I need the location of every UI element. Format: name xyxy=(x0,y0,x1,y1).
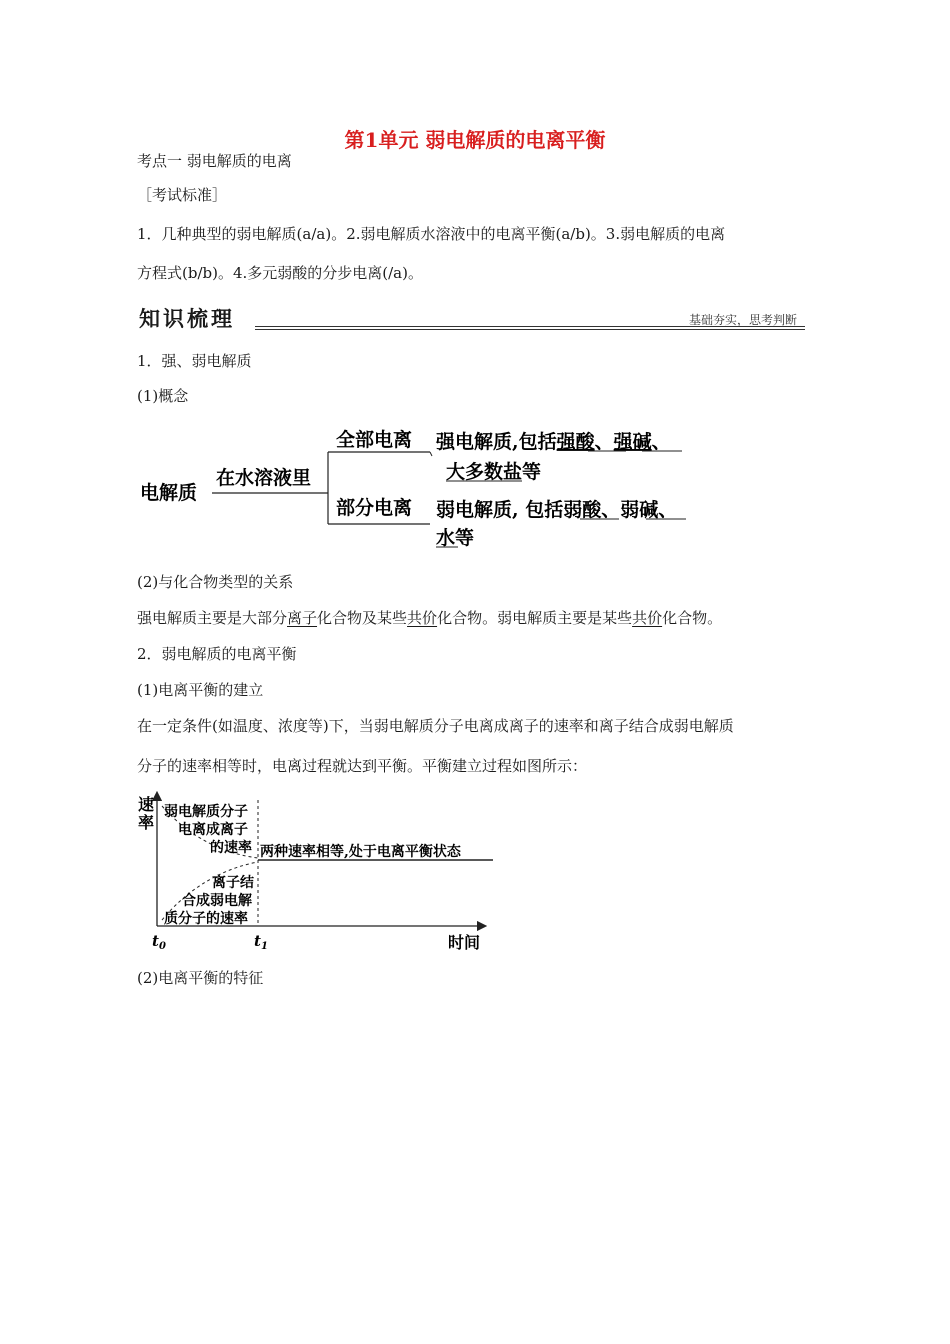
item-2-2-heading: (2)电离平衡的特征 xyxy=(137,969,264,987)
paragraph-line-1: 在一定条件(如温度、浓度等)下，当弱电解质分子电离成离子的速率和离子结合成弱电解质 xyxy=(137,717,734,735)
rd-equal-label: 两种速率相等,处于电离平衡状态 xyxy=(260,844,461,860)
topic-heading: 考点一 弱电解质的电离 xyxy=(137,152,292,170)
cd-water: 水 xyxy=(436,527,456,549)
relation-covalent-2: 共价 xyxy=(632,609,663,627)
rd-t1 xyxy=(254,932,268,952)
relation-ionic: 离子 xyxy=(287,609,318,627)
cd-weak-line2 xyxy=(436,526,474,549)
rd-y-label-1: 速 xyxy=(138,795,155,814)
cd-branch-part: 部分电离 xyxy=(336,497,413,519)
standard-header: ［考试标准］ xyxy=(137,186,228,204)
item-1-1-heading: (1)概念 xyxy=(137,387,189,405)
paragraph-line-2: 分子的速率相等时，电离过程就达到平衡。平衡建立过程如图所示： xyxy=(137,757,588,775)
cd-weak-deng: 等 xyxy=(455,527,475,549)
rd-t0-sub: 0 xyxy=(158,941,166,952)
section-header xyxy=(137,303,805,331)
cd-strong-line1 xyxy=(435,430,671,453)
cd-strong-base: 强碱 xyxy=(613,431,652,453)
rd-x-label: 时间 xyxy=(448,933,481,952)
cd-strong-deng: 等 xyxy=(522,461,542,483)
relation-covalent-1: 共价 xyxy=(407,609,438,627)
item-1-heading: 1．强、弱电解质 xyxy=(137,352,252,370)
rd-y-label-2: 率 xyxy=(138,813,155,832)
section-label: 知识梳理 xyxy=(139,307,235,331)
rd-lower-3: 质分子的速率 xyxy=(164,911,248,927)
cd-weak-base: 弱碱 xyxy=(620,499,659,521)
cd-weak-intro: 弱电解质, 包括 xyxy=(436,499,564,521)
cd-salt: 大多数盐 xyxy=(446,461,523,483)
relation-t2: 化合物及某些 xyxy=(317,609,408,627)
standard-line-1: 1．几种典型的弱电解质(a/a)。2.弱电解质水溶液中的电离平衡(a/b)。3.弱电解质的电离 xyxy=(137,225,726,243)
cd-root: 电解质 xyxy=(140,482,198,504)
rd-t0 xyxy=(152,932,166,952)
standard-line-2: 方程式(b/b)。4.多元弱酸的分步电离(/a)。 xyxy=(137,264,423,282)
page-title: 第1单元 弱电解质的电离平衡 xyxy=(344,128,606,152)
cd-weak-line1 xyxy=(436,498,677,521)
relation-t3: 化合物。弱电解质主要是某些 xyxy=(437,609,633,627)
cd-strong-line2 xyxy=(446,460,541,483)
item-2-1-heading: (1)电离平衡的建立 xyxy=(137,681,264,699)
cd-strong-acid: 强酸 xyxy=(556,431,595,453)
concept-diagram xyxy=(130,418,730,558)
cd-branch-full: 全部电离 xyxy=(336,429,413,451)
cd-sep-4: 、 xyxy=(658,499,678,521)
cd-sep-2: 、 xyxy=(651,431,671,453)
relation-t4: 化合物。 xyxy=(662,609,723,627)
rd-t1-sub: 1 xyxy=(260,941,268,952)
cd-sep-1: 、 xyxy=(594,431,614,453)
cd-condition: 在水溶液里 xyxy=(216,467,312,489)
rd-upper-1: 弱电解质分子 xyxy=(164,804,248,820)
rate-diagram xyxy=(130,790,500,958)
rd-t0-main: t xyxy=(152,932,159,950)
rd-t1-main: t xyxy=(254,932,261,950)
cd-strong-intro: 强电解质,包括 xyxy=(436,431,557,453)
item-1-2-heading: (2)与化合物类型的关系 xyxy=(137,573,294,591)
relation-text xyxy=(137,608,722,628)
cd-sep-3: 、 xyxy=(601,499,621,521)
item-2-heading: 2．弱电解质的电离平衡 xyxy=(137,645,297,663)
rd-lower-1: 离子结 xyxy=(212,875,254,891)
section-tag: 基础夯实，思考判断 xyxy=(688,313,797,327)
rd-upper-2: 电离成离子 xyxy=(178,822,248,838)
cd-weak-acid: 弱酸 xyxy=(563,499,602,521)
rd-lower-2: 合成弱电解 xyxy=(182,893,252,909)
rd-upper-3: 的速率 xyxy=(210,840,252,856)
relation-t1: 强电解质主要是大部分 xyxy=(137,609,288,627)
